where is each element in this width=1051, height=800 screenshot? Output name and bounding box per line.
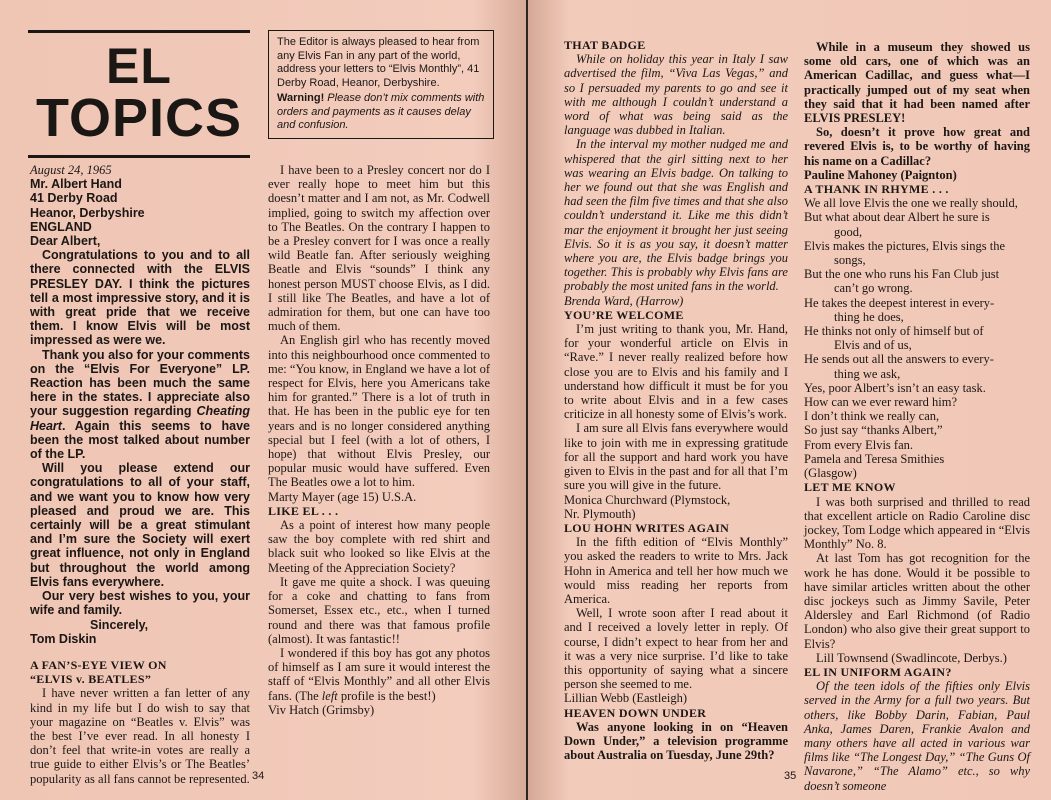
poem-line: From every Elvis fan. — [804, 437, 914, 452]
left-column-1 — [30, 163, 250, 786]
fans-eye-paragraph: An English girl who has recently moved into this neighbourhood once commented to me: “You know, in England we have a lot of respect for Elvis, here you Americans take him for granted.” There is a lot of truth in that. He has been in the public eye for ten years and is no longer considered anything special but I feel (with a lot of others, I hope) that without Elvis Presley, our popular music would have suffered. Even The Beatles owe a lot to him. — [268, 333, 490, 490]
like-el-paragraph — [268, 646, 490, 703]
warning-text: Please don’t mix comments with orders and payments as it causes delay and confusion. — [277, 92, 485, 131]
letter-text: Thank you also for your comments on the “Elvis For Everyone” LP. Reaction has been much the same here in the states. I appreciate also your suggestion regarding — [30, 347, 250, 419]
lou-hohn-signature: Lillian Webb (Eastleigh) — [564, 691, 688, 706]
lou-hohn-heading: LOU HOHN WRITES AGAIN — [564, 520, 730, 535]
poem-line: We all love Elvis the one we really should, — [804, 196, 1018, 211]
that-badge-paragraph: While on holiday this year in Italy I saw advertised the film, “Viva Las Vegas,” and so I persuaded my parents to go and see it with me although I couldn’t understand a word of what was being said as the language was dubbed in Italian. — [564, 52, 788, 138]
let-me-know-signature: Lill Townsend (Swadlincote, Derbys.) — [816, 650, 1007, 665]
that-badge-heading: THAT BADGE — [564, 38, 646, 52]
editor-notice-text: The Editor is always pleased to hear from any Elvis Fan in any part of the world, address your letters to “Elvis Monthly”, 41 Derby Road, Heanor, Derbyshire. — [277, 36, 480, 89]
rhyme-signature-2: (Glasgow) — [804, 466, 857, 481]
fans-eye-paragraph: I have never written a fan letter of any kind in my life but I do wish to say that your magazine on “Beatles v. Elvis” was the best I’ve ever read. In all honesty I don’t feel that write-in votes are really a true guide to either Elvis’s or The Beatles’ popularity as all fans cannot be represented. — [30, 686, 250, 786]
poem-line: He takes the deepest interest in every- — [804, 295, 995, 310]
letter-paragraph: Will you please extend our congratulations to all of your staff, and we want you to know how very pleased and proud we are. This certainly will be a great stimulant and I’m sure the Society will exert great influence, not only in England but throughout the world among Elvis fans everywhere. — [30, 461, 250, 589]
masthead-line2: TOPICS — [35, 88, 243, 148]
poem-line: I don’t think we really can, — [804, 409, 940, 424]
museum-paragraph: So, doesn’t it prove how great and revered Elvis is, to be worthy of having his name on a Cadillac? — [804, 125, 1030, 168]
poem-line: thing we ask, — [834, 366, 901, 381]
poem-line: How can we ever reward him? — [804, 395, 958, 410]
masthead — [28, 30, 250, 158]
like-el-signature: Viv Hatch (Grimsby) — [268, 702, 375, 717]
right-column-1 — [564, 38, 788, 762]
let-me-know-paragraph: At last Tom has got recognition for the work he has done. Would it be possible to have similar articles written about the other disc jockeys such as Jimmy Savile, Peter Aldersley and Earl Richmond (of Radio London) who also give their great support to Elvis? — [804, 551, 1030, 651]
lou-hohn-paragraph: In the fifth edition of “Elvis Monthly” you asked the readers to write to Mrs. Jack Hohn in America and tell her how much we would miss reading her reports from America. — [564, 535, 788, 606]
letter-paragraph: Congratulations to you and to all there connected with the ELVIS PRESLEY DAY. I think the pictures tell a most impressive story, and it is with great pride that we receive them. I know Elvis will be most impressed as were we. — [30, 248, 250, 348]
poem-line: He thinks not only of himself but of — [804, 324, 984, 339]
youre-welcome-paragraph: I am sure all Elvis fans everywhere would like to join with me in expressing gratitude for all the support and hard work you have given to Elvis in the past and for all that I’m sure you will give in the future. — [564, 421, 788, 493]
letter-text: . Again this seems to have been the most talked about number of the LP. — [30, 418, 250, 462]
like-el-paragraph: As a point of interest how many people saw the boy complete with red shirt and black suit who looked so like Elvis at the Meeting of the Appreciation Society? — [268, 518, 490, 575]
poem-line: Elvis and of us, — [834, 338, 912, 353]
like-el-text: I wondered if this boy has got any photos of himself as I am sure it would interest the staff of “Elvis Monthly” and all other Elvis fans. (The — [268, 645, 490, 703]
heaven-down-under-paragraph: Was anyone looking in on “Heaven Down Under,” a television programme about Australia on Tuesday, June 29th? — [564, 719, 788, 763]
heaven-down-under-heading: HEAVEN DOWN UNDER — [564, 705, 707, 720]
youre-welcome-signature-2: Nr. Plymouth) — [564, 506, 636, 521]
like-el-heading: LIKE EL . . . — [268, 503, 339, 518]
poem-line: But what about dear Albert he sure is — [804, 210, 990, 225]
let-me-know-heading: LET ME KNOW — [804, 480, 896, 495]
letter-address: Mr. Albert Hand 41 Derby Road Heanor, Derbyshire ENGLAND — [30, 177, 145, 234]
youre-welcome-signature: Monica Churchward (Plymstock, — [564, 492, 731, 507]
right-page — [528, 0, 1051, 800]
page-number: 35 — [784, 770, 797, 782]
warning-label: Warning! — [277, 92, 325, 104]
rhyme-signature: Pamela and Teresa Smithies — [804, 451, 945, 466]
like-el-paragraph: It gave me quite a shock. I was queuing for a coke and chatting to fans from Somerset, Essex etc., etc., when I turned round and there was that famous profile (almost). It was fantastic!! — [268, 574, 490, 646]
poem-line: Yes, poor Albert’s isn’t an easy task. — [804, 380, 986, 395]
youre-welcome-heading: YOU’RE WELCOME — [564, 307, 684, 322]
poem-line: But the one who runs his Fan Club just — [804, 267, 1000, 282]
letter-paragraph: Our very best wishes to you, your wife and family. — [30, 589, 250, 618]
letter-signature: Tom Diskin — [30, 631, 97, 646]
museum-signature: Pauline Mahoney (Paignton) — [804, 167, 957, 182]
fans-eye-paragraph: I have been to a Presley concert nor do I ever really hope to meet him but this doesn’t matter and I am not, as Mr. Codwell implied, going to switch my affection over to The Beatles. On the contrary I happen to be a Presley convert for I was once a really wild Beatle fan. After seriously weighing Beatle and Elvis “sounds” I think any honest person MUST choose Elvis, as I did. I still like The Beatles, and have a lot of admiration for them, but one can have too much of them. — [268, 163, 490, 334]
let-me-know-paragraph: I was both surprised and thrilled to read that excellent article on Radio Caroline disc jockey, Tom Lodge which appeared in “Elvis Monthly” No. 8. — [804, 494, 1030, 552]
fans-eye-heading-2: “ELVIS v. BEATLES” — [30, 672, 152, 687]
youre-welcome-paragraph: I’m just writing to thank you, Mr. Hand, for your wonderful article on Elvis in “Rave.” I never really realized before how close you are to Elvis and his family and I understand how difficult it must be for you to write about Elvis and in a few cases criticize in all honesty some of Elvis’s work. — [564, 322, 788, 422]
letter-closing: Sincerely, — [90, 617, 149, 632]
rhyme-poem — [804, 196, 1030, 452]
poem-line: can’t go wrong. — [834, 281, 913, 296]
letter-date: August 24, 1965 — [30, 163, 112, 177]
masthead-line1: EL — [106, 38, 172, 94]
left-column-2 — [268, 163, 490, 717]
poem-line: He sends out all the answers to every- — [804, 352, 994, 367]
el-in-uniform-paragraph: Of the teen idols of the fifties only Elvis served in the Army for a full two years. But others, like Bobby Darin, Fabian, Paul Anka, James Daren, Frankie Avalon and many others have all acted in various war films like “The Longest Day,” “The Guns Of Navarone,” “The Alamo” etc., so why doesn’t someone — [804, 679, 1030, 793]
letter-paragraph — [30, 348, 250, 462]
fans-eye-heading: A FAN’S-EYE VIEW ON — [30, 657, 167, 672]
poem-line: Elvis makes the pictures, Elvis sings the — [804, 238, 1006, 253]
lou-hohn-paragraph: Well, I wrote soon after I read about it and I received a lovely letter in reply. Of course, I didn’t expect to hear from her and it was a very nice surprise. I’d like to take this opportunity of saying what a sincere person she seemed to me. — [564, 606, 788, 692]
like-el-text: profile is the best!) — [337, 688, 436, 703]
fans-eye-signature: Marty Mayer (age 15) U.S.A. — [268, 489, 417, 504]
rhyme-heading: A THANK IN RHYME . . . — [804, 182, 949, 197]
editor-notice-box — [268, 30, 494, 139]
poem-line: good, — [834, 224, 863, 239]
el-in-uniform-heading: EL IN UNIFORM AGAIN? — [804, 664, 952, 679]
page-number: 34 — [252, 770, 265, 782]
museum-paragraph: While in a museum they showed us some old cars, one of which was an American Cadillac, and guess what—I practically jumped out of my seat when they said that it had been named after ELVIS PRESLEY! — [804, 40, 1030, 126]
that-badge-signature: Brenda Ward, (Harrow) — [564, 293, 684, 308]
letter-song-title: Cheating Heart — [30, 404, 250, 433]
like-el-emphasis: left — [321, 688, 338, 703]
poem-line: songs, — [834, 253, 866, 268]
letter-salutation: Dear Albert, — [30, 234, 101, 249]
right-column-2 — [804, 40, 1030, 793]
poem-line: thing he does, — [834, 309, 904, 324]
editor-warning — [277, 92, 485, 133]
that-badge-paragraph: In the interval my mother nudged me and whispered that the girl sitting next to her was wearing an Elvis badge. On talking to her we found out that she was English and had seen the film five times and that she also couldn’t understand it. Like me this didn’t mar the enjoyment it brought her just seeing Elvis. So it is as you say, it doesn’t matter where you are, the Elvis badge brings you together. This is probably why Elvis fans are probably the most united fans in the world. — [564, 137, 788, 294]
poem-line: So just say “thanks Albert,” — [804, 423, 943, 438]
